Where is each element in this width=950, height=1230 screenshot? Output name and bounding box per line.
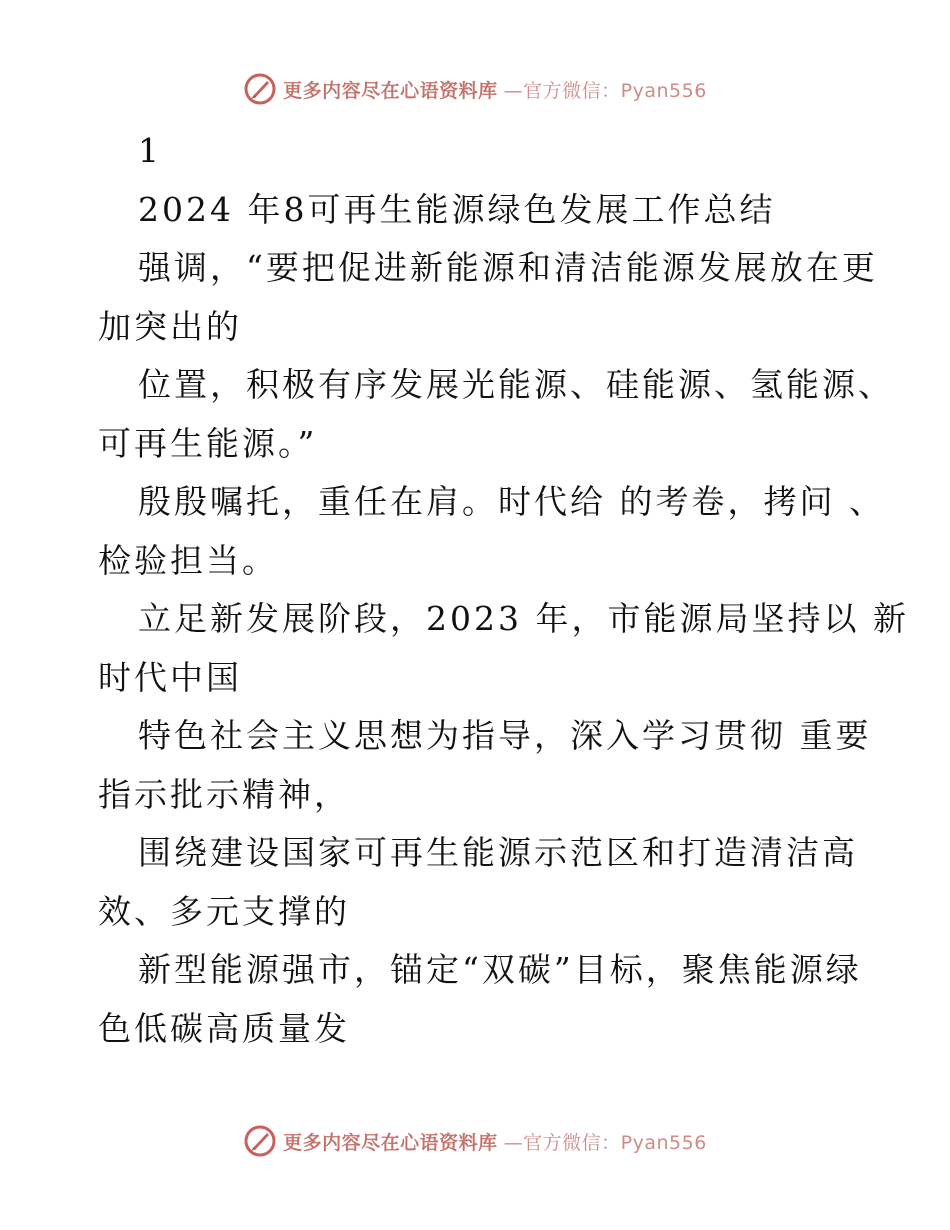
text-line: 立足新发展阶段，2023 年，市能源局坚持以 新 [138,599,909,638]
text-line: 可再生能源。” [98,423,318,463]
text-line: 围绕建设国家可再生能源示范区和打造清洁高 [138,833,858,872]
text-line: 色低碳高质量发 [98,1008,350,1048]
text-line: 1 [138,131,162,170]
text-line: 强调，“要把促进新能源和清洁能源发展放在更 [138,248,878,287]
quill-logo-icon [243,72,277,106]
watermark-main-text: 更多内容尽在心语资料库 [283,1131,498,1154]
text-line: 殷殷嘱托，重任在肩。时代给 的考卷，拷问 、 [138,482,885,521]
text-line: 位置，积极有序发展光能源、硅能源、氢能源、 [138,365,894,404]
document-body [98,122,909,1058]
quill-logo-icon [243,1124,277,1158]
text-line: 特色社会主义思想为指导，深入学习贯彻 重要 [138,716,872,755]
text-line: 加突出的 [98,306,242,346]
text-line: 效、多元支撑的 [98,891,350,931]
watermark-sub-text: —官方微信：Pyan556 [503,79,707,102]
watermark-main-text: 更多内容尽在心语资料库 [283,79,498,102]
text-line: 新型能源强市，锚定“双碳”目标，聚焦能源绿 [138,950,862,989]
text-line: 指示批示精神， [98,774,350,814]
document-title: 2024 年8可再生能源绿色发展工作总结 [138,189,776,229]
footer-watermark [0,1124,950,1158]
watermark-sub-text: —官方微信：Pyan556 [503,1131,707,1154]
header-watermark [0,72,950,106]
text-line: 检验担当。 [98,540,278,580]
text-line: 时代中国 [98,657,242,697]
